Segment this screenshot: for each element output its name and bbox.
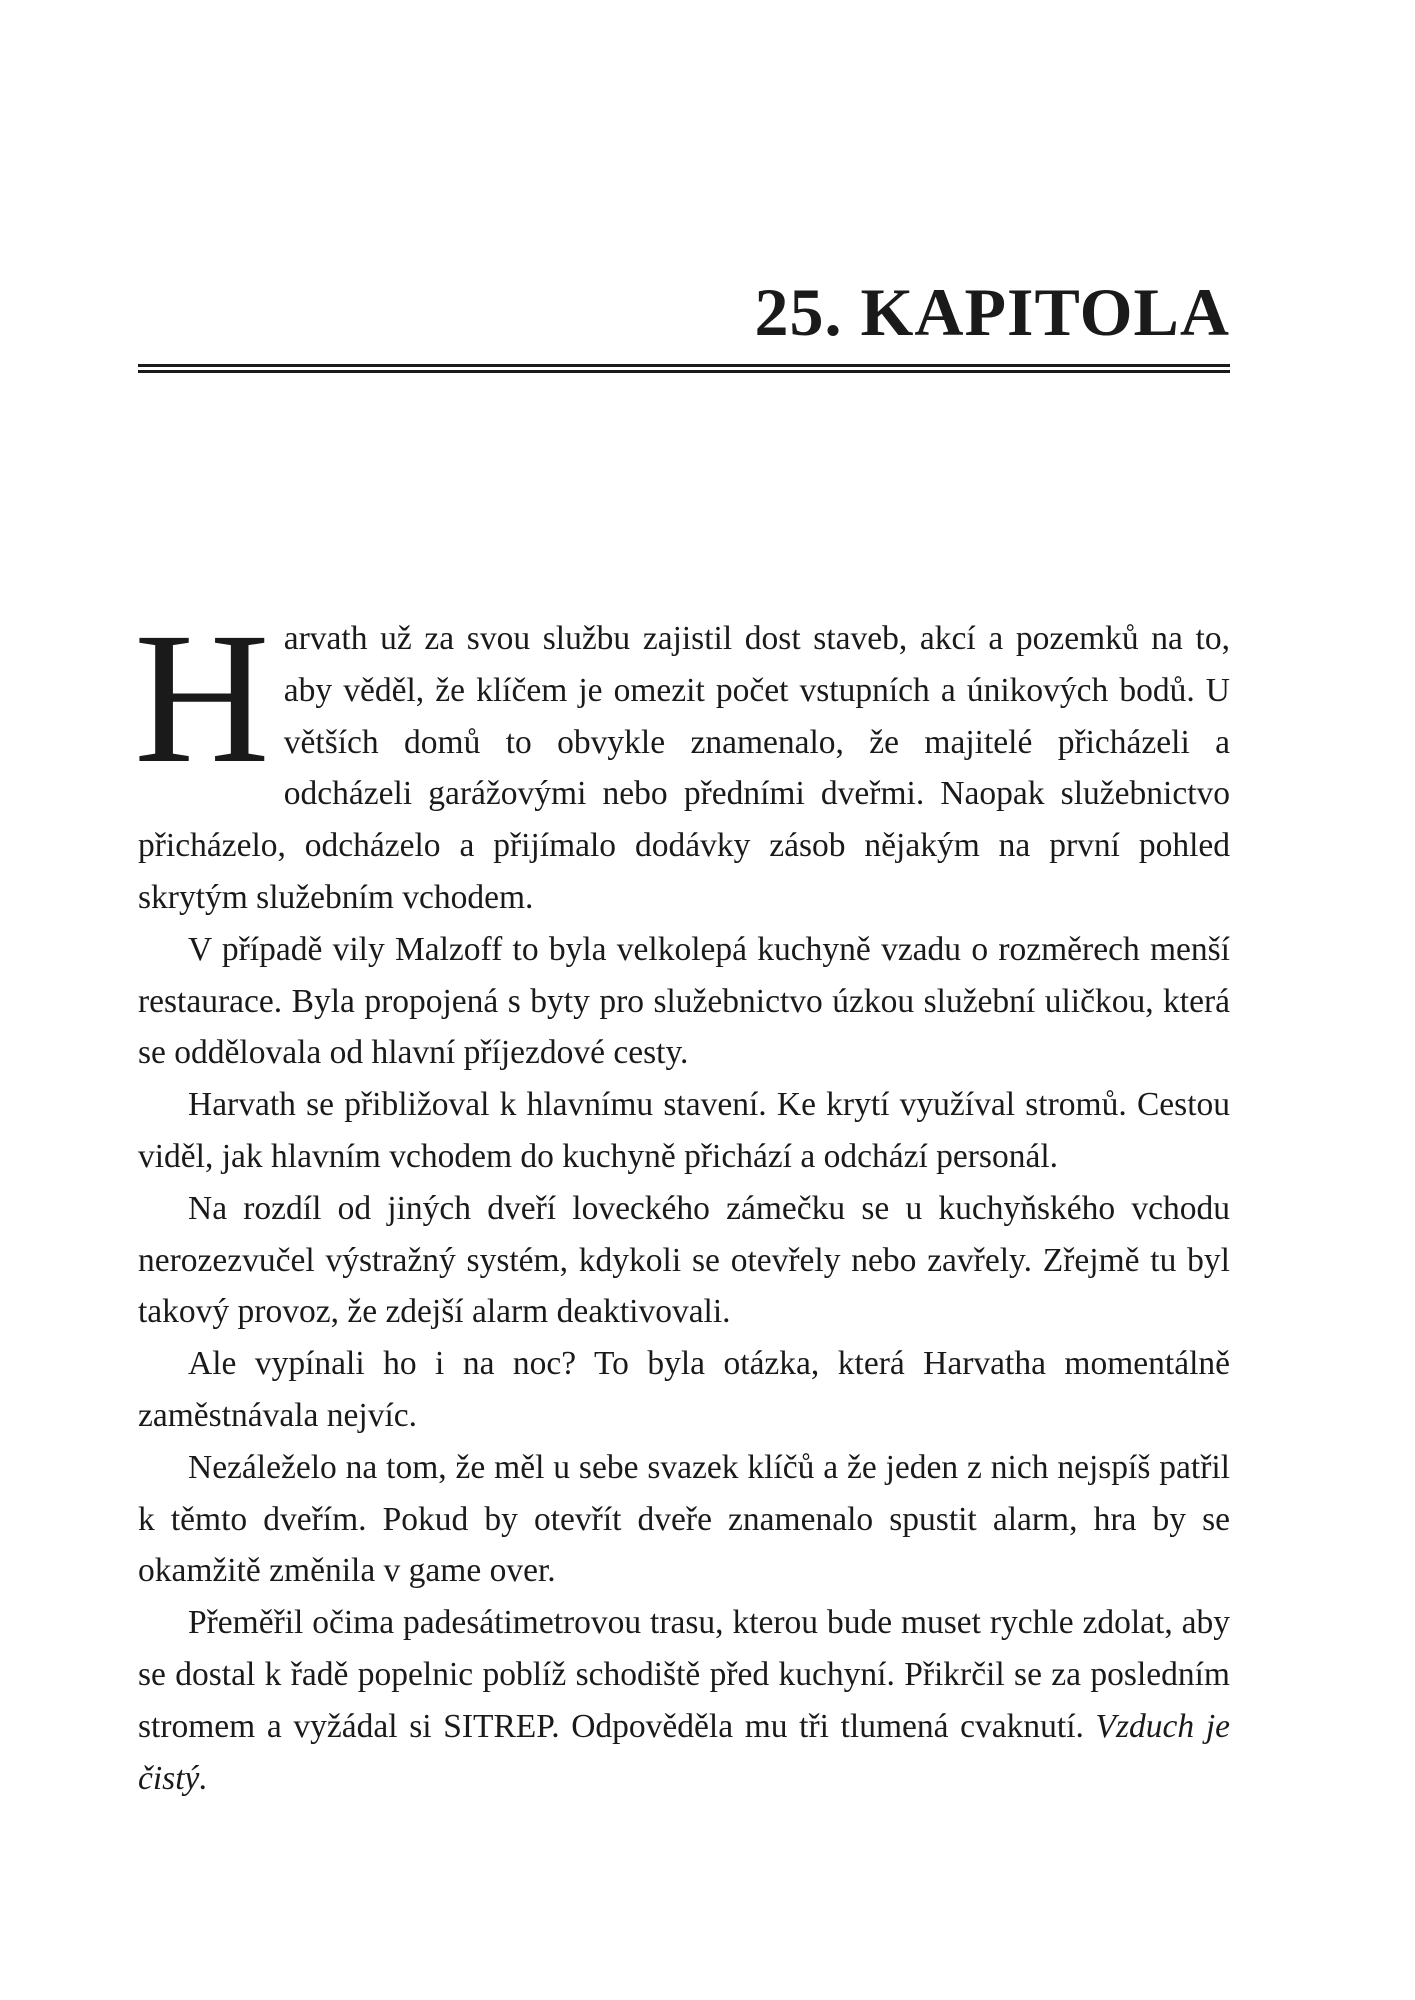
paragraph-7-italic-text: Vzduch je čistý. [138,1707,1230,1797]
paragraph-5: Ale vypínali ho i na noc? To byla otázka, která Harvatha momentálně zaměstnávala nejvíc. [138,1345,1230,1434]
paragraph-7 [138,1597,1230,1804]
paragraph-4: Na rozdíl od jiných dveří loveckého zámečku se u kuchyňského vchodu nerozezvučel výstražný systém, kdykoli se otevřely nebo zavřely. Zřejmě tu byl takový provoz, že zdejší alarm deaktivovali. [138,1189,1230,1331]
paragraph-2: V případě vily Malzoff to byla velkolepá kuchyně vzadu o rozměrech menší restaurace. Byla propojená s byty pro služebnictvo úzkou služební uličkou, která se oddělovala od hlavní příjezdové cesty. [138,930,1230,1072]
chapter-body [134,593,1230,1804]
paragraph-7-text: Přeměřil očima padesátimetrovou trasu, kterou bude muset rychle zdolat, aby se dostal k řadě popelnic poblíž schodiště před kuchyní. Přikrčil se za posledním stromem a vyžádal si SITREP. Odpověděla mu tři tlumená cvaknutí. [138,1604,1230,1745]
paragraph-1 [134,593,1230,924]
drop-cap-letter: H [134,593,270,802]
paragraph-6: Nezáleželo na tom, že měl u sebe svazek klíčů a že jeden z nich nejspíš patřil k těmto dveřím. Pokud by otevřít dveře znamenalo spustit alarm, hra by se okamžitě změnila v game over. [138,1448,1230,1590]
chapter-title-double-rule [138,364,1230,373]
paragraph-1-text: arvath už za svou službu zajistil dost staveb, akcí a pozemků na to, aby věděl, že klíčem je omezit počet vstupních a únikových bodů. U větších domů to obvykle znamenalo, že majitelé přicházeli a odcházeli garážovými nebo předními dveřmi. Naopak služebnictvo přicházelo, odcházelo a přijímalo dodávky zásob nějakým na první pohled skrytým služebním vchodem. [138,620,1230,916]
chapter-title: 25. KAPITOLA [754,274,1230,350]
paragraph-3: Harvath se přibližoval k hlavnímu stavení. Ke krytí využíval stromů. Cestou viděl, jak hlavním vchodem do kuchyně přichází a odchází personál. [138,1086,1230,1175]
